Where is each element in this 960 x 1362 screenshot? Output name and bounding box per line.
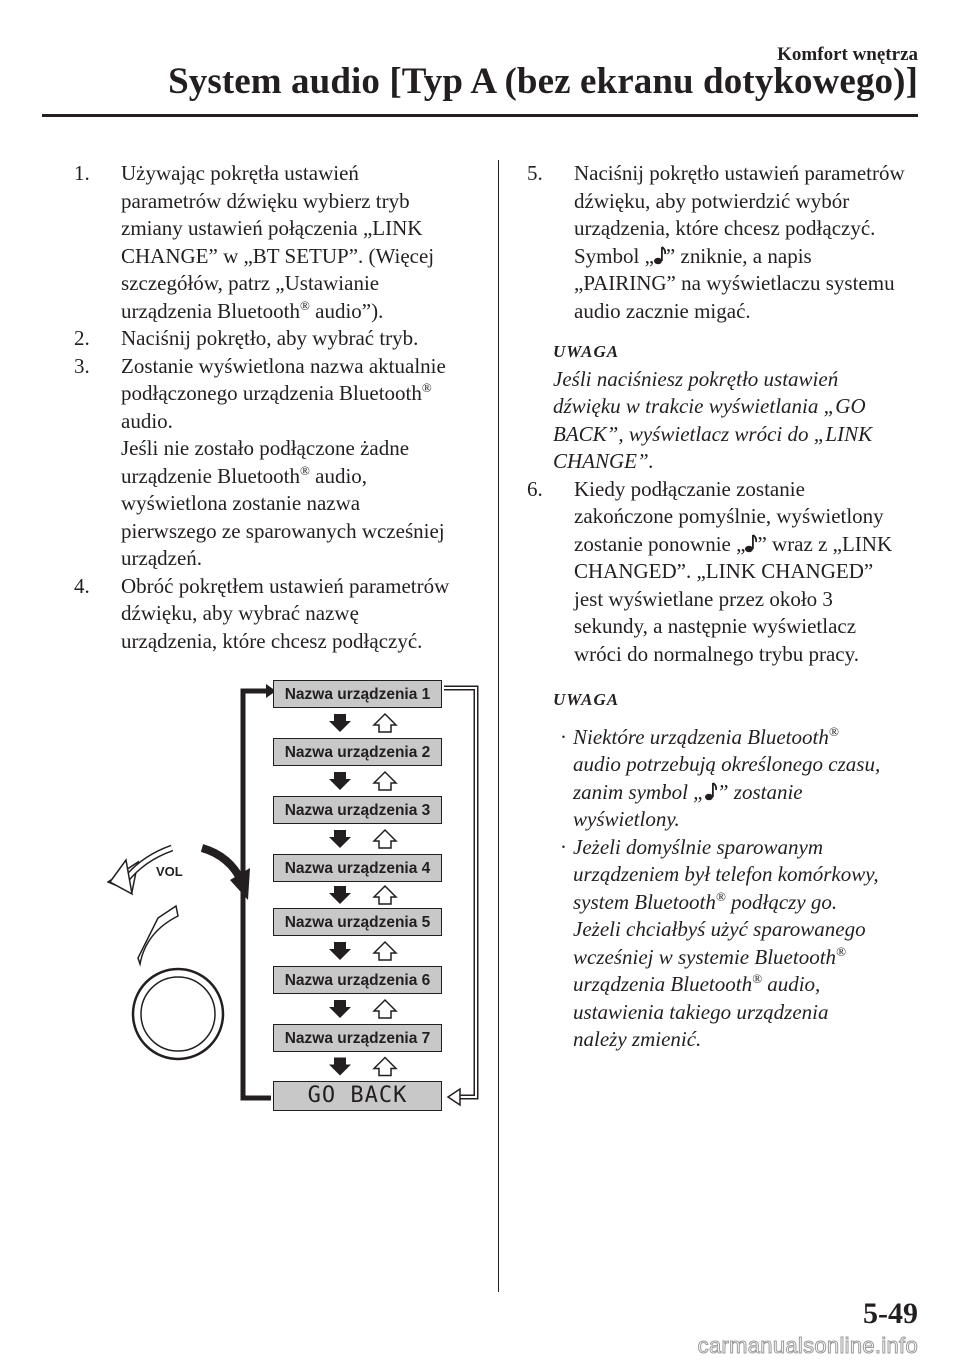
- text: audio”).: [309, 298, 384, 323]
- watermark: carmanualsonline.info: [697, 1333, 918, 1358]
- note-bullet: [553, 834, 922, 1054]
- device-name-box: Nazwa urządzenia 1: [273, 680, 442, 708]
- registered-mark: ®: [836, 943, 846, 959]
- step-1: [74, 160, 494, 325]
- step-line: audio.: [121, 408, 173, 433]
- music-note-icon: [654, 245, 666, 265]
- note-line: Jeżeli domyślnie sparowanym: [573, 834, 824, 859]
- step-line: Naciśnij pokrętło, aby wybrać tryb.: [121, 326, 419, 350]
- text: Niektóre urządzenia Bluetooth: [573, 724, 829, 749]
- text: urządzenie Bluetooth: [121, 463, 301, 488]
- step-line: zmiany ustawień połączenia „LINK: [121, 216, 423, 240]
- device-name-box: Nazwa urządzenia 7: [273, 1024, 442, 1052]
- bullet-dot: ·: [560, 724, 567, 749]
- note-line: [573, 971, 922, 999]
- step-line: CHANGED”. „LINK CHANGED”: [574, 559, 874, 583]
- volume-knob: [133, 969, 223, 1059]
- step-number: 1.: [74, 161, 90, 185]
- bullet-dot: ·: [560, 834, 567, 859]
- step-number: 3.: [74, 353, 90, 378]
- step-line: Używając pokrętła ustawień: [121, 161, 359, 185]
- registered-mark: ®: [421, 380, 432, 395]
- up-arrow-icon: [374, 830, 396, 848]
- music-note-icon: [745, 533, 757, 553]
- step-line: parametrów dźwięku wybierz tryb: [121, 188, 410, 213]
- step-line: audio zacznie migać.: [574, 298, 751, 323]
- down-arrow-icon: [329, 1000, 351, 1018]
- step-5: [527, 160, 922, 325]
- down-arrow-icon: [329, 830, 351, 848]
- registered-mark: ®: [300, 462, 310, 478]
- text: ” zniknie, a napis: [665, 243, 812, 268]
- step-line: dźwięku, aby wybrać nazwę: [121, 601, 359, 625]
- text: audio,: [761, 972, 821, 996]
- step-line: dźwięku, aby potwierdzić wybór: [574, 188, 850, 213]
- page-title: System audio [Typ A (bez ekranu dotykowego)]: [168, 61, 918, 102]
- step-line: jest wyświetlane przez około 3: [574, 586, 833, 611]
- down-arrow-icon: [329, 942, 351, 960]
- column-divider: [498, 160, 499, 1292]
- device-name-box: Nazwa urządzenia 6: [273, 966, 442, 994]
- step-line: CHANGE” w „BT SETUP”. (Więcej: [121, 243, 435, 268]
- step-line: Jeśli nie zostało podłączone żadne: [121, 436, 410, 460]
- device-name-box: Nazwa urządzenia 5: [273, 908, 442, 936]
- step-line: urządzenia, które chcesz podłączyć.: [574, 216, 876, 240]
- text: zanim symbol „: [573, 779, 705, 804]
- up-arrow-icon: [374, 886, 396, 904]
- text: ” zostanie: [716, 779, 803, 804]
- device-name-box: Nazwa urządzenia 2: [273, 738, 442, 766]
- step-line: [574, 243, 922, 271]
- step-line: Naciśnij pokrętło ustawień parametrów: [574, 161, 905, 185]
- device-name-box: Nazwa urządzenia 3: [273, 796, 442, 824]
- step-line: [121, 380, 494, 408]
- note-line: [573, 889, 922, 917]
- step-line: Zostanie wyświetlona nazwa aktualnie: [121, 353, 446, 378]
- note-line: należy zmienić.: [573, 1027, 702, 1051]
- step-line: urządzeń.: [121, 546, 203, 570]
- up-arrow-icon: [374, 714, 396, 732]
- note-bullet: [553, 724, 922, 834]
- step-3: [74, 353, 494, 573]
- note-2: [527, 686, 922, 1054]
- header-rule: [42, 114, 918, 117]
- step-number: 2.: [74, 326, 90, 350]
- down-arrow-icon: [329, 886, 351, 904]
- text: urządzenia Bluetooth: [573, 972, 753, 996]
- down-arrow-icon: [329, 714, 351, 732]
- return-bracket-fill: [444, 688, 476, 1097]
- text: Symbol „: [574, 243, 654, 268]
- note-line: audio potrzebują określonego czasu,: [573, 752, 881, 776]
- section-label: Komfort wnętrza: [777, 44, 918, 65]
- step-6: [527, 476, 922, 669]
- step-line: sekundy, a następnie wyświetlacz: [574, 614, 857, 638]
- note-title: UWAGA: [553, 690, 620, 709]
- step-arrows: [329, 714, 396, 1076]
- down-arrow-icon: [329, 772, 351, 790]
- text: system Bluetooth: [573, 889, 716, 914]
- up-arrow-icon: [374, 942, 396, 960]
- text: ” wraz z „LINK: [757, 531, 893, 556]
- note-line: Jeśli naciśniesz pokrętło ustawień: [553, 366, 839, 391]
- text: wcześniej w systemie Bluetooth: [573, 944, 837, 969]
- up-arrow-icon: [374, 1000, 396, 1018]
- return-bracket-outline: [444, 688, 476, 1097]
- down-arrow-icon: [329, 1058, 351, 1076]
- note-line: wyświetlony.: [573, 807, 680, 831]
- music-note-icon: [705, 781, 717, 801]
- step-line: wyświetlona zostanie nazwa: [121, 491, 361, 515]
- right-column: [527, 160, 922, 1054]
- note-line: Jeżeli chciałbyś użyć sparowanego: [573, 917, 866, 941]
- knob-label: VOL: [156, 864, 183, 879]
- step-line: „PAIRING” na wyświetlaczu systemu: [574, 271, 895, 295]
- note-line: ustawienia takiego urządzenia: [573, 999, 829, 1024]
- step-number: 5.: [527, 161, 543, 185]
- go-back-box: GO BACK: [273, 1081, 442, 1111]
- step-line: zakończone pomyślnie, wyświetlony: [574, 504, 884, 528]
- step-line: wróci do normalnego trybu pracy.: [574, 641, 859, 666]
- note-line: [573, 779, 922, 807]
- step-line: Obróć pokrętłem ustawień parametrów: [121, 573, 450, 598]
- step-line: [574, 531, 922, 559]
- note-line: [573, 944, 922, 972]
- bracket-arrow-icon: [448, 1089, 460, 1105]
- registered-mark: ®: [752, 971, 762, 986]
- note-line: [573, 724, 922, 752]
- text: urządzenia Bluetooth: [121, 298, 301, 323]
- step-line: szczegółów, patrz „Ustawianie: [121, 271, 380, 295]
- step-line: pierwszego ze sparowanych wcześniej: [121, 518, 445, 543]
- note-1: [527, 338, 922, 476]
- device-selection-diagram: [98, 672, 488, 1122]
- registered-mark: ®: [828, 723, 839, 739]
- registered-mark: ®: [300, 297, 310, 313]
- registered-mark: ®: [715, 888, 726, 904]
- step-line: Kiedy podłączanie zostanie: [574, 476, 805, 501]
- step-line: [121, 298, 494, 326]
- text: podłączonego urządzenia Bluetooth: [121, 381, 422, 405]
- note-line: dźwięku w trakcie wyświetlania „GO: [553, 394, 866, 418]
- note-line: BACK”, wyświetlacz wróci do „LINK: [553, 421, 873, 446]
- note-title: UWAGA: [553, 342, 620, 361]
- device-name-box: Nazwa urządzenia 4: [273, 854, 442, 882]
- step-2: [74, 325, 494, 353]
- text: audio,: [309, 463, 368, 488]
- step-number: 6.: [527, 476, 543, 501]
- text: zostanie ponownie „: [574, 531, 746, 556]
- step-line: urządzenia, które chcesz podłączyć.: [121, 628, 423, 653]
- up-arrow-icon: [374, 772, 396, 790]
- note-line: urządzeniem był telefon komórkowy,: [573, 862, 879, 886]
- note-line: CHANGE”.: [553, 449, 654, 473]
- page-number: 5-49: [863, 1297, 918, 1330]
- text: podłączy go.: [725, 889, 838, 914]
- up-arrow-icon: [374, 1058, 396, 1076]
- step-number: 4.: [74, 573, 90, 598]
- step-line: [121, 463, 494, 491]
- step-4: [74, 573, 494, 656]
- left-column: [74, 160, 494, 655]
